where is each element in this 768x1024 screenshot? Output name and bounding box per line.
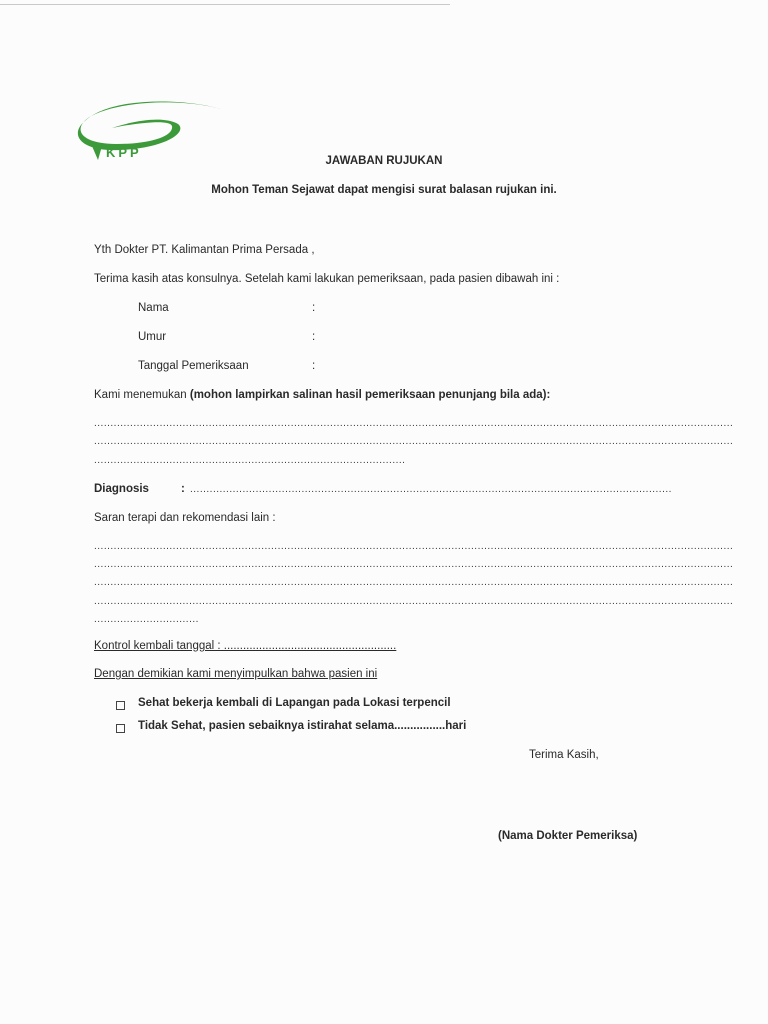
findings-note: (mohon lampirkan salinan hasil pemeriksaan penunjang bila ada): xyxy=(189,389,551,401)
therapy-line-5: ................................ xyxy=(94,614,199,625)
field-label-umur: Umur xyxy=(138,331,167,343)
field-label-tanggal: Tanggal Pemeriksaan xyxy=(138,360,249,372)
field-colon-umur: : xyxy=(312,331,316,343)
therapy-line-3: ................................................................................................................................................................................................... xyxy=(94,577,734,588)
document-title: JAWABAN RUJUKAN xyxy=(325,155,443,167)
diagnosis-colon: : xyxy=(181,483,185,495)
salutation: Yth Dokter PT. Kalimantan Prima Persada , xyxy=(94,244,315,256)
therapy-line-2: ................................................................................................................................................................................................... xyxy=(94,559,734,570)
findings-heading xyxy=(94,389,550,401)
therapy-line-1: ................................................................................................................................................................................................... xyxy=(94,541,734,552)
findings-prefix: Kami menemukan xyxy=(94,389,190,401)
findings-line-3: ............................................................................................... xyxy=(94,455,406,466)
findings-line-1: ................................................................................................................................................................................................... xyxy=(94,418,734,429)
option-fit-label: Sehat bekerja kembali di Lapangan pada Lokasi terpencil xyxy=(138,697,451,709)
field-label-nama: Nama xyxy=(138,302,169,314)
field-colon-nama: : xyxy=(312,302,316,314)
document-subtitle: Mohon Teman Sejawat dapat mengisi surat balasan rujukan ini. xyxy=(211,184,557,196)
control-date-line: Kontrol kembali tanggal : ...................................................... xyxy=(94,640,397,652)
diagnosis-line: ................................................................................................................................................... xyxy=(190,484,672,495)
field-colon-tanggal: : xyxy=(312,360,316,372)
conclusion-text: Dengan demikian kami menyimpulkan bahwa pasien ini xyxy=(94,668,378,680)
checkbox-unfit-rest[interactable] xyxy=(116,724,125,733)
therapy-label: Saran terapi dan rekomendasi lain : xyxy=(94,512,276,524)
diagnosis-label: Diagnosis xyxy=(94,483,149,495)
closing-text: Terima Kasih, xyxy=(529,749,599,761)
signature-placeholder: (Nama Dokter Pemeriksa) xyxy=(498,830,638,842)
checkbox-fit-to-work[interactable] xyxy=(116,701,125,710)
option-unfit-label: Tidak Sehat, pasien sebaiknya istirahat selama................hari xyxy=(138,720,467,732)
logo-text: KPP xyxy=(106,145,142,160)
intro-text: Terima kasih atas konsulnya. Setelah kami lakukan pemeriksaan, pada pasien dibawah ini : xyxy=(94,273,560,285)
findings-line-2: ................................................................................................................................................................................................... xyxy=(94,436,734,447)
top-scan-line xyxy=(0,4,450,5)
therapy-line-4: ................................................................................................................................................................................................... xyxy=(94,596,734,607)
kpp-logo-icon xyxy=(76,100,226,160)
